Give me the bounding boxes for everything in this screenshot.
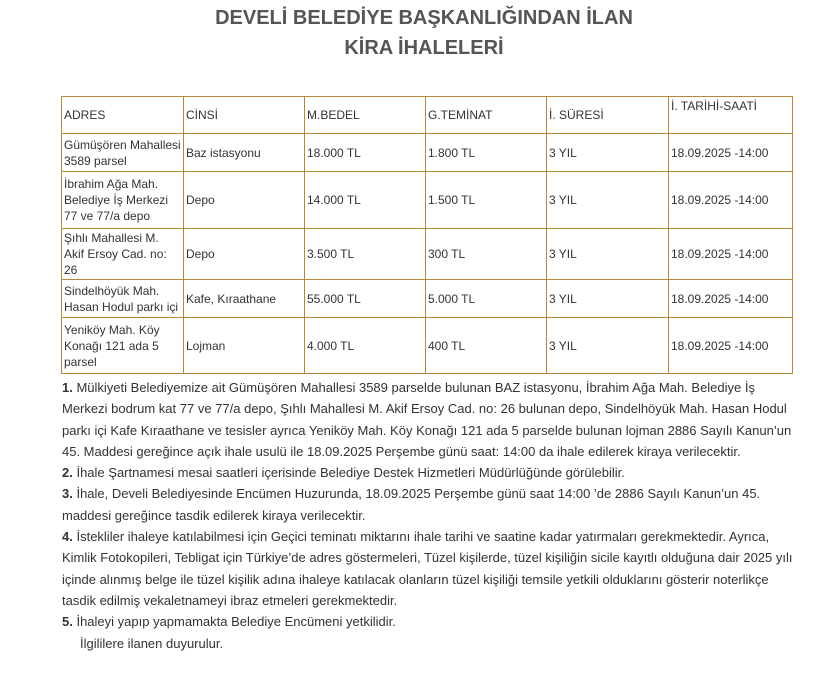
cell-adres: Gümüşören Mahallesi 3589 parsel: [62, 134, 184, 172]
cell-cinsi: Lojman: [184, 318, 305, 374]
table-row: [62, 318, 793, 374]
column-header-cinsi: CİNSİ: [184, 97, 305, 134]
note-text: Mülkiyeti Belediyemize ait Gümüşören Mahallesi 3589 parselde bulunan BAZ istasyonu, İbrahim Ağa Mah. Belediye İş Merkezi bodrum kat 77 ve 77/a depo, Şıhlı Mahallesi M. Akif Ersoy Cad. no: 26 bulunan depo, Sindelhöyük Mah. Hasan Hodul parkı içi Kafe Kıraathane ve tesisler ayrıca Yeniköy Mah. Köy Konağı 121 ada 5 parselde bulunan lojman 2886 Sayılı Kanun’un 45. Maddesi gereğince açık ihale usulü ile 18.09.2025 Perşembe günü saat: 14:00 da ihale edilerek kiraya verilecektir.: [62, 380, 792, 459]
rental-tender-table: [61, 96, 793, 374]
cell-cinsi: Kafe, Kıraathane: [184, 280, 305, 318]
note-item: [62, 462, 802, 483]
tender-notes: [62, 377, 802, 654]
cell-tarih: 18.09.2025 -14:00: [669, 318, 793, 374]
table-row: [62, 280, 793, 318]
note-number: 1.: [62, 380, 73, 395]
cell-tarih: 18.09.2025 -14:00: [669, 229, 793, 280]
cell-bedel: 3.500 TL: [305, 229, 426, 280]
note-number: 3.: [62, 486, 73, 502]
cell-tarih: 18.09.2025 -14:00: [669, 280, 793, 318]
announcement-title: DEVELİ BELEDİYE BAŞKANLIĞINDAN İLAN: [215, 7, 633, 29]
cell-sure: 3 YIL: [547, 172, 669, 229]
cell-teminat: 1.800 TL: [426, 134, 547, 172]
table-row: [62, 172, 793, 229]
cell-adres: Şıhlı Mahallesi M. Akif Ersoy Cad. no: 26: [62, 229, 184, 280]
cell-teminat: 1.500 TL: [426, 172, 547, 229]
cell-adres: Sindelhöyük Mah. Hasan Hodul parkı içi: [62, 280, 184, 318]
table-row: [62, 229, 793, 280]
note-number: 2.: [62, 465, 73, 481]
column-header-teminat: G.TEMİNAT: [426, 97, 547, 134]
cell-sure: 3 YIL: [547, 280, 669, 318]
closing-line: İlgililere ilanen duyurulur.: [80, 635, 224, 651]
cell-bedel: 55.000 TL: [305, 280, 426, 318]
cell-sure: 3 YIL: [547, 134, 669, 172]
cell-sure: 3 YIL: [547, 318, 669, 374]
cell-tarih: 18.09.2025 -14:00: [669, 134, 793, 172]
cell-cinsi: Depo: [184, 229, 305, 280]
cell-cinsi: Depo: [184, 172, 305, 229]
note-text: İhale, Develi Belediyesinde Encümen Huzurunda, 18.09.2025 Perşembe günü saat 14:00 ’de 2886 Sayılı Kanun’un 45. maddesi gereğince tasdik edilerek kiraya verilecektir.: [62, 486, 761, 523]
column-header-tarih: İ. TARİHİ-SAATİ: [669, 97, 793, 134]
cell-bedel: 4.000 TL: [305, 318, 426, 374]
note-text: İhaleyi yapıp yapmamakta Belediye Encümeni yetkilidir.: [76, 614, 396, 630]
note-item: [62, 611, 802, 632]
cell-adres: Yeniköy Mah. Köy Konağı 121 ada 5 parsel: [62, 318, 184, 374]
note-item: [62, 526, 802, 611]
cell-tarih: 18.09.2025 -14:00: [669, 172, 793, 229]
note-number: 4.: [62, 529, 73, 545]
note-item: [62, 483, 802, 526]
column-header-bedel: M.BEDEL: [305, 97, 426, 134]
cell-sure: 3 YIL: [547, 229, 669, 280]
column-header-sure: İ. SÜRESİ: [547, 97, 669, 134]
table-row: [62, 134, 793, 172]
announcement-subtitle: KİRA İHALELERİ: [344, 37, 504, 59]
cell-cinsi: Baz istasyonu: [184, 134, 305, 172]
cell-bedel: 14.000 TL: [305, 172, 426, 229]
note-number: 5.: [62, 614, 73, 630]
cell-bedel: 18.000 TL: [305, 134, 426, 172]
cell-teminat: 5.000 TL: [426, 280, 547, 318]
note-text: İstekliler ihaleye katılabilmesi için Geçici teminatı miktarını ihale tarihi ve saatine kadar yatırmaları gerekmektedir. Ayrıca, Kimlik Fotokopileri, Tebligat için Türkiye’de adres göstermeleri, Tüzel kişilerde, tüzel kişiliğin sicile kayıtlı olduğuna dair 2025 yılı içinde alınmış belge ile tüzel kişilik adına ihaleye katılacak olanların tüzel kişiliği temsile yetkili olduklarını gösterir noterlikçe tasdik edilmiş vekaletnameyi ibraz etmeleri gerekmektedir.: [62, 529, 793, 608]
column-header-adres: ADRES: [62, 97, 184, 134]
table-header-row: [62, 97, 793, 134]
note-item: [62, 377, 802, 462]
cell-teminat: 400 TL: [426, 318, 547, 374]
note-text: İhale Şartnamesi mesai saatleri içerisinde Belediye Destek Hizmetleri Müdürlüğünde görülebilir.: [76, 465, 625, 481]
cell-adres: İbrahim Ağa Mah. Belediye İş Merkezi 77 ve 77/a depo: [62, 172, 184, 229]
cell-teminat: 300 TL: [426, 229, 547, 280]
